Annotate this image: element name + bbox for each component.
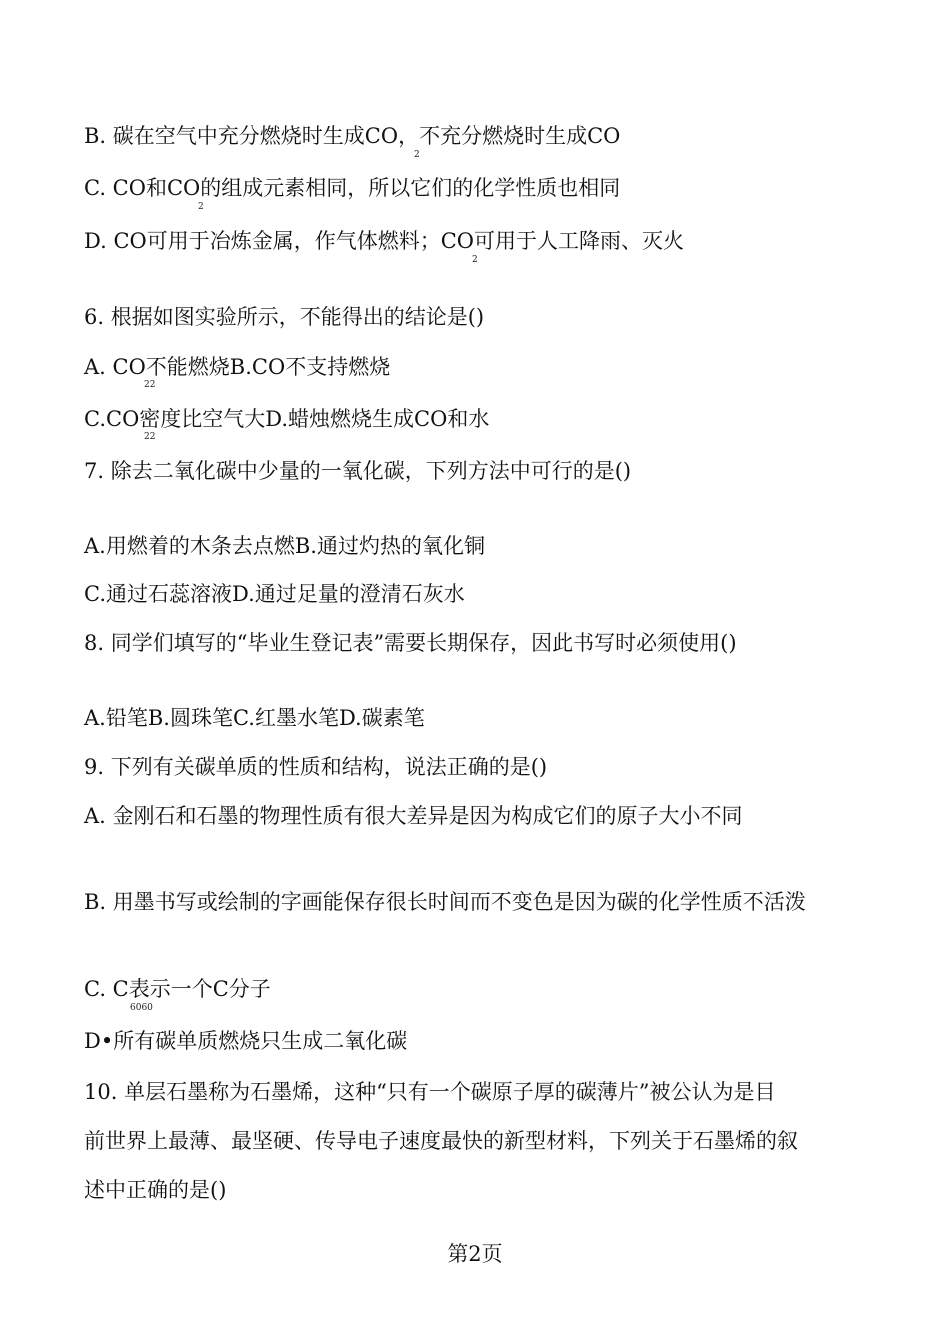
subscript: 2 [414,150,420,160]
page-number: 第2页 [447,1242,503,1266]
option-c-line: C. CO和CO的组成元素相同，所以它们的化学性质也相同 [84,176,621,200]
subscript: 6060 [130,1003,153,1013]
subscript: 2 [472,255,478,265]
question-7: 7. 除去二氧化碳中少量的一氧化碳，下列方法中可行的是() [84,459,632,483]
question-8: 8. 同学们填写的“毕业生登记表”需要长期保存，因此书写时必须使用() [84,631,737,655]
subscript: 22 [144,380,156,390]
question-10-line-2: 前世界上最薄、最坚硬、传导电子速度最快的新型材料，下列关于石墨烯的叙 [84,1129,798,1153]
q7-options-ab: A.用燃着的木条去点燃B.通过灼热的氧化铜 [84,534,485,558]
q9-option-c: C. C表示一个C分子 [84,977,271,1001]
question-9: 9. 下列有关碳单质的性质和结构，说法正确的是() [84,755,548,779]
subscript: 2 [198,202,204,212]
q9-option-d: D•所有碳单质燃烧只生成二氧化碳 [84,1029,408,1053]
question-10-line-3: 述中正确的是() [84,1178,227,1202]
option-b-line: B. 碳在空气中充分燃烧时生成CO，不充分燃烧时生成CO [84,124,621,148]
q9-option-a: A. 金刚石和石墨的物理性质有很大差异是因为构成它们的原子大小不同 [84,804,743,828]
q6-options-cd: C.CO密度比空气大D.蜡烛燃烧生成CO和水 [84,407,490,431]
question-6: 6. 根据如图实验所示，不能得出的结论是() [84,305,485,329]
option-d-line: D. CO可用于冶炼金属，作气体燃料；CO可用于人工降雨、灭火 [84,229,685,253]
q8-options: A.铅笔B.圆珠笔C.红墨水笔D.碳素笔 [84,706,425,730]
q9-option-b: B. 用墨书写或绘制的字画能保存很长时间而不变色是因为碳的化学性质不活泼 [84,890,806,914]
q7-options-cd: C.通过石蕊溶液D.通过足量的澄清石灰水 [84,582,465,606]
q6-options-ab: A. CO不能燃烧B.CO不支持燃烧 [84,355,391,379]
subscript: 22 [144,432,156,442]
question-10-line-1: 10. 单层石墨称为石墨烯，这种“只有一个碳原子厚的碳薄片”被公认为是目 [84,1080,776,1104]
